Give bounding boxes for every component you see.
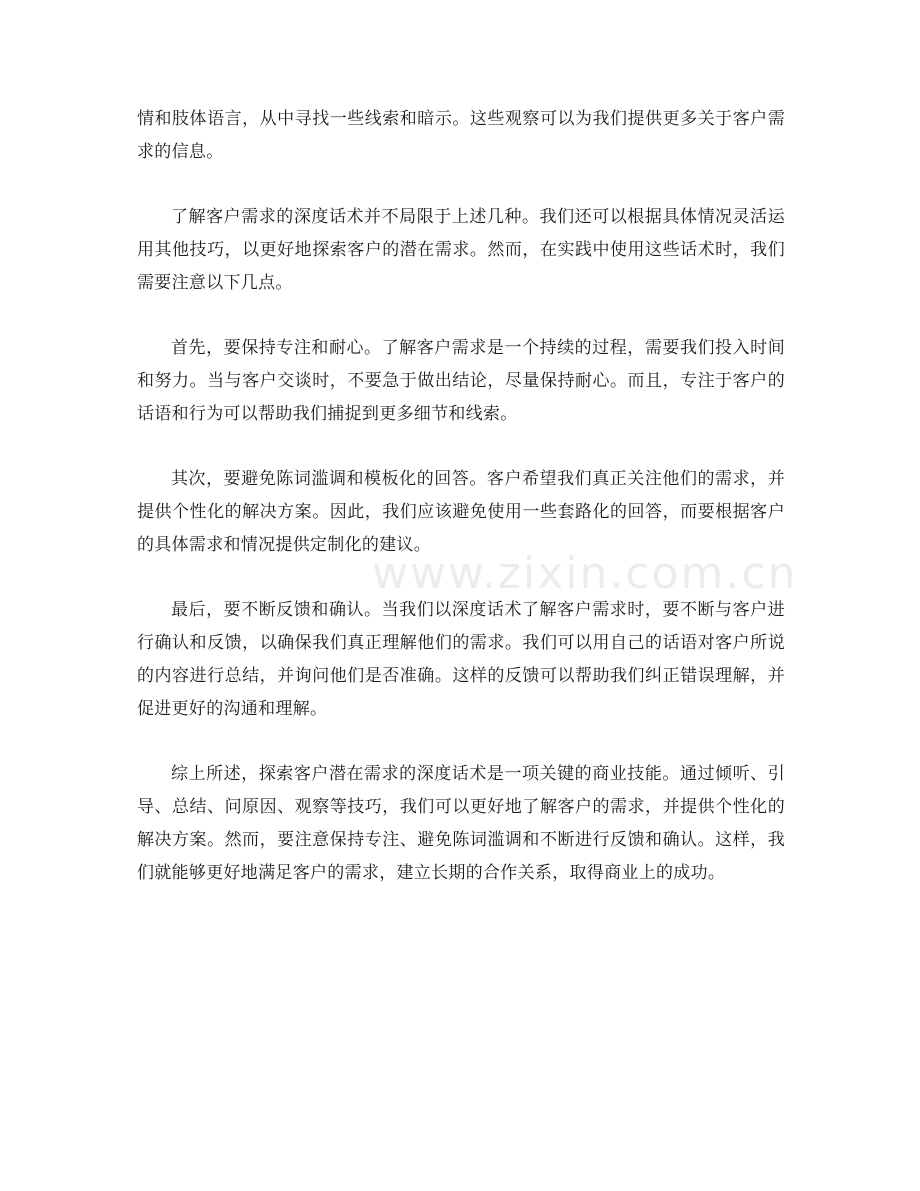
paragraph-last-point: 最后，要不断反馈和确认。当我们以深度话术了解客户需求时，要不断与客户进行确认和反馈，以确保我们真正理解他们的需求。我们可以用自己的话语对客户所说的内容进行总结，并询问他们是否准确。这样的反馈可以帮助我们纠正错误理解，并促进更好的沟通和理解。 (137, 600, 785, 719)
paragraph-second-point: 其次，要避免陈词滥调和模板化的回答。客户希望我们真正关注他们的需求，并提供个性化的解决方案。因此，我们应该避免使用一些套路化的回答，而要根据客户的具体需求和情况提供定制化的建议。 (137, 469, 785, 555)
paragraph-first-point: 首先，要保持专注和耐心。了解客户需求是一个持续的过程，需要我们投入时间和努力。当与客户交谈时，不要急于做出结论，尽量保持耐心。而且，专注于客户的话语和行为可以帮助我们捕捉到更多细节和线索。 (137, 338, 785, 424)
paragraph-continued: 情和肢体语言，从中寻找一些线索和暗示。这些观察可以为我们提供更多关于客户需求的信息。 (137, 109, 785, 162)
paragraph-conclusion: 综上所述，探索客户潜在需求的深度话术是一项关键的商业技能。通过倾听、引导、总结、问原因、观察等技巧，我们可以更好地了解客户的需求，并提供个性化的解决方案。然而，要注意保持专注、避免陈词滥调和不断进行反馈和确认。这样，我们就能够更好地满足客户的需求，建立长期的合作关系，取得商业上的成功。 (137, 764, 785, 883)
watermark: www.zixin.com.cn (372, 548, 798, 599)
document-body (137, 103, 785, 922)
paragraph-intro-techniques: 了解客户需求的深度话术并不局限于上述几种。我们还可以根据具体情况灵活运用其他技巧，以更好地探索客户的潜在需求。然而，在实践中使用这些话术时，我们需要注意以下几点。 (137, 207, 785, 293)
